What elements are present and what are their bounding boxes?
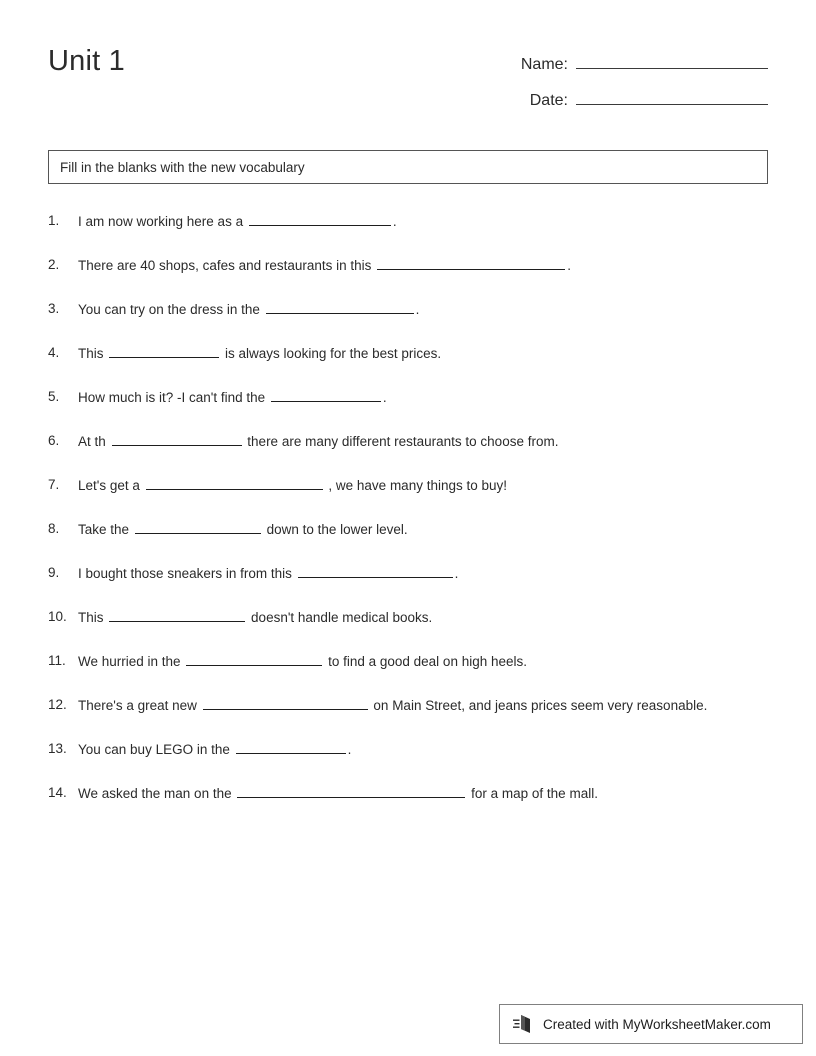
question-text-after: .	[454, 566, 459, 581]
instruction-text: Fill in the blanks with the new vocabulary	[60, 159, 305, 175]
answer-blank[interactable]	[377, 256, 565, 270]
question-body	[78, 564, 768, 583]
question-body	[78, 300, 768, 319]
question-text-after: down to the lower level.	[266, 522, 408, 537]
question-number: 10.	[48, 609, 67, 624]
question-item	[48, 608, 768, 627]
question-item	[48, 564, 768, 583]
question-text-before: At th	[78, 434, 106, 449]
answer-blank[interactable]	[146, 476, 323, 490]
question-text-before: We hurried in the	[78, 654, 181, 669]
question-number: 4.	[48, 345, 60, 360]
question-text-before: We asked the man on the	[78, 786, 232, 801]
question-item	[48, 388, 768, 407]
question-number: 14.	[48, 785, 67, 800]
question-text-before: There are 40 shops, cafes and restaurants in this	[78, 258, 372, 273]
question-text-before: I bought those sneakers in from this	[78, 566, 292, 581]
question-text-before: You can try on the dress in the	[78, 302, 260, 317]
question-number: 13.	[48, 741, 67, 756]
question-body	[78, 212, 768, 231]
question-body	[78, 784, 768, 803]
question-text-after: .	[382, 390, 387, 405]
question-body	[78, 740, 768, 759]
answer-blank[interactable]	[135, 520, 261, 534]
question-body	[78, 696, 768, 715]
question-item	[48, 344, 768, 363]
question-text-after: there are many different restaurants to choose from.	[247, 434, 559, 449]
question-number: 7.	[48, 477, 60, 492]
page-title: Unit 1	[48, 45, 125, 77]
question-text-after: .	[567, 258, 571, 273]
question-number: 6.	[48, 433, 60, 448]
question-text-after: .	[392, 214, 397, 229]
question-item	[48, 476, 768, 495]
answer-blank[interactable]	[298, 564, 453, 578]
question-text-after: for a map of the mall.	[471, 786, 598, 801]
question-number: 12.	[48, 697, 67, 712]
question-text-after: .	[415, 302, 420, 317]
question-number: 1.	[48, 213, 60, 228]
question-text-before: Let's get a	[78, 478, 140, 493]
question-number: 11.	[48, 653, 66, 668]
answer-blank[interactable]	[266, 300, 414, 314]
question-number: 8.	[48, 521, 60, 536]
footer-badge-text: Created with MyWorksheetMaker.com	[543, 1016, 771, 1032]
question-item	[48, 652, 768, 671]
answer-blank[interactable]	[109, 344, 219, 358]
question-number: 3.	[48, 301, 60, 316]
question-text-after: doesn't handle medical books.	[251, 610, 433, 625]
question-body	[78, 256, 768, 275]
question-text-before: You can buy LEGO in the	[78, 742, 230, 757]
footer-badge[interactable]	[499, 1004, 803, 1044]
question-body	[78, 388, 768, 407]
worksheet-header	[48, 44, 768, 124]
answer-blank[interactable]	[112, 432, 242, 446]
answer-blank[interactable]	[109, 608, 245, 622]
answer-blank[interactable]	[203, 696, 368, 710]
question-item	[48, 300, 768, 319]
question-item	[48, 212, 768, 231]
question-body	[78, 652, 768, 671]
question-item	[48, 256, 768, 275]
answer-blank[interactable]	[186, 652, 322, 666]
question-body	[78, 608, 768, 627]
question-text-after: is always looking for the best prices.	[225, 346, 442, 361]
question-number: 2.	[48, 257, 60, 272]
question-number: 9.	[48, 565, 60, 580]
answer-blank[interactable]	[271, 388, 381, 402]
date-field-label: Date:	[529, 92, 568, 109]
question-text-before: Take the	[78, 522, 130, 537]
question-number: 5.	[48, 389, 60, 404]
question-body	[78, 344, 768, 363]
question-text-before: There's a great new	[78, 698, 197, 713]
question-text-after: to find a good deal on high heels.	[328, 654, 528, 669]
student-info-fields	[468, 52, 768, 124]
question-item	[48, 784, 768, 803]
date-field-row	[468, 88, 768, 110]
question-text-after: on Main Street, and jeans prices seem very reasonable.	[373, 698, 708, 713]
question-text-before: I am now working here as a	[78, 214, 244, 229]
question-item	[48, 520, 768, 539]
question-text-before: This	[78, 346, 104, 361]
question-item	[48, 740, 768, 759]
question-body	[78, 432, 768, 451]
name-field-label: Name:	[520, 56, 568, 73]
question-text-after: .	[347, 742, 352, 757]
name-field-row	[468, 52, 768, 74]
question-item	[48, 432, 768, 451]
instruction-box	[48, 150, 768, 184]
question-item	[48, 696, 768, 715]
question-list	[48, 212, 768, 828]
question-text-after: , we have many things to buy!	[328, 478, 508, 493]
name-field-input[interactable]	[576, 52, 768, 69]
date-field-input[interactable]	[576, 88, 768, 105]
question-body	[78, 520, 768, 539]
question-body	[78, 476, 768, 495]
answer-blank[interactable]	[236, 740, 346, 754]
answer-blank[interactable]	[249, 212, 391, 226]
answer-blank[interactable]	[237, 784, 465, 798]
question-text-before: This	[78, 610, 104, 625]
worksheet-maker-logo-icon	[512, 1012, 536, 1036]
question-text-before: How much is it? -I can't find the	[78, 390, 266, 405]
